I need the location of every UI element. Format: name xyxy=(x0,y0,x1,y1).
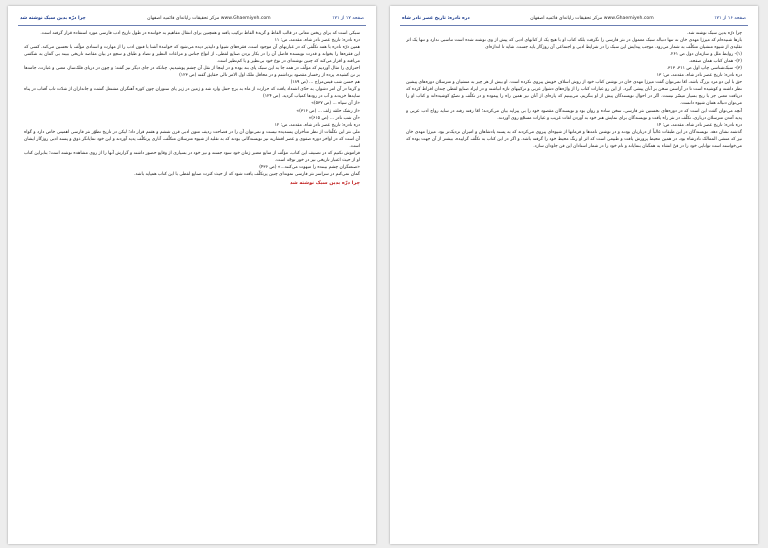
header-divider xyxy=(400,25,748,26)
page-header xyxy=(20,12,364,24)
paragraph: آنچه می‌توان گفت این است که در دوره‌های نخستین نثر فارسی، سخن ساده و روان بود و نویسندگان مقصود خود را بی پیرایه بیان می‌کردند؛ امّا رفته رفته در سایه رواج ادب عربی و پدید آمدن مترسلان درباری، تکلّف در نثر راه یافت و نویسندگان برای نمایش هنر خود به آوردن لغات غریب و عبارات مسجّع روی آوردند. xyxy=(406,108,742,121)
paragraph: «صنعتگران چشم بیننده را مبهوت می‌کنند...» (ص ۴۳۶) xyxy=(259,164,360,170)
paragraph: دره نادره: تاریخ عصر نادر شاه، مقدمه، ص: ۱۴ xyxy=(656,122,742,128)
paragraph: دره نادره: تاریخ عصر نادر شاه، مقدمه، ص: ۱۳ xyxy=(656,73,742,79)
paragraph: فراموش نکنیم که در تصنیف این کتاب، مؤلّف از منابع معتبر زمان خود سود جسته و نیز خود در بسیاری از وقایع حضور داشته و گزارش آنها را از روی مشاهده نوشته است؛ بنابراین کتاب او از حیث اعتبار تاریخی نیز در خور توجّه است. xyxy=(24,150,360,163)
paragraph: «از آن سپاه ... (ص ۵۳۷)» xyxy=(311,101,360,107)
page-right xyxy=(390,6,758,544)
paragraph: چرا درّه بدین سبک نوشته شد. xyxy=(687,31,742,36)
paragraph: «آن شب نادر ... (ص ۶۱۵)» xyxy=(308,115,360,121)
section-heading: چرا درّه بدین سبک نوشته شد xyxy=(290,179,360,186)
paragraph: هم حسن شب قیس‌مزاج ... (ص ۱۸۹) xyxy=(290,80,360,86)
paragraph: «از رشک حلقه زلف ... (ص ۳۱۶)» xyxy=(296,108,360,114)
page-left xyxy=(8,6,376,544)
paragraph: ملی نثر این تکلّفات از نظر متأخران پسندیده نیست و نمی‌توان آن را در فصاحت ردیف متون ادبی قرن ششم و هفتم قرار داد؛ لیکن در تاریخ تطوّر نثر فارسی اهمیتی خاص دارد و گواه آن است که در اواخر دوره صفوی و عصر افشاریه نیز نویسندگانی بودند که به تقلید از شیوه مترسلان متکلّف، آثاری پرتکلّف پدید آوردند و این خود نمایانگر ذوق و پسند ادبی روزگار ایشان است. xyxy=(24,129,360,149)
paragraph: دره نادره: تاریخ عصر نادر شاه، مقدمه، ص: ۱۱ xyxy=(274,38,360,44)
footnote: (۲)- همان کتاب همان صفحه. xyxy=(688,59,742,65)
site-name: مرکز تحقیقات رایانه‌ای قائمیه اصفهان www.Ghaemiyeh.com xyxy=(147,15,271,21)
page-body xyxy=(24,30,360,534)
footnote: (۳)- سبک‌شناسی چاپ اول ص ۳۱۱، ۳۱۳. xyxy=(666,66,742,72)
paragraph: و گرما در آن امر دشوار، به حدّی اشتداد یافت که حرارت از ماه به برج حمل وارد شد و زمین در زیر پای ستوران چون کوره آهنگران مشتعل گشت و جانداران از شدّت تاب آفتاب در پناه سایه‌ها خزیدند و آب در رودها کمیاب گردید. (ص ۱۲۴) xyxy=(24,87,360,100)
paragraph: سبکی است که برای ریختن معانی در قالب الفاظ و گزیدهٔ الفاظ ترکیب یافته و همچنین برای انتقال مفاهیم به خواننده در طول تاریخ ادب فارسی مورد استفاده قرار گرفته است. xyxy=(40,31,360,36)
header-divider xyxy=(18,25,366,26)
paragraph: همین درّه نادره با همه تکلّفی که در عبارتهای آن موجود است، فقره‌های شیوا و دلپذیر دیده می‌شود که خوانندهٔ آشنا با فنون ادب را از مهارت و استادی مؤلّف با تحسین می‌کند. کسی که این فقره‌ها را بخواند و قدرت نویسنده فاضل آن را در بکار بردن صنایع لفظی، از انواع جناس و مراعات النظیر و تضاد و طباق و سجع در بیان مقاصد تاریخی ببیند بی گمان به شگفتی می‌افتد و اقرار می‌کند که چنین نوشته‌ای در نوع خود بی‌نظیر و یا کم‌نظیر است. xyxy=(24,45,360,65)
paragraph: حق با این دو مرد بزرگ باشد، امّا نمی‌توان گفت میرزا مهدی خان در نوشتن کتاب خود از روش اسلاف خویش پیروی نکرده است. او بیش از هر چیز به منشیان و مترسلان دوره‌های پیشین نظر داشته و کوشیده است تا در آراستن سخن بر آنان پیشی گیرد. از این رو عبارات کتاب را از واژه‌های دشوار عربی و ترکیبهای تازه انباشته و در ایراد صنایع لفظی چندان افراط کرده که دریافت معنی جز با رنج بسیار میسّر نیست. اگر در احوال نویسندگان پیش از او بنگریم، می‌بینیم که پاره‌ای از آنان نیز همین راه را پیموده و در تکلّف و تصنّع کوشیده‌اند و کتاب او را می‌توان دنباله همان شیوه دانست. xyxy=(406,80,742,107)
footnote: (۱)- روابط ملل و سازمان دول ص ۲۶۱. xyxy=(669,52,742,58)
page-number: صفحه ۱۶ از ۱۷۱ xyxy=(714,15,746,21)
paragraph: دره نادره: تاریخ عصر نادر شاه، مقدمه، ص: ۱۲ xyxy=(274,122,360,128)
book-title: دره نادره: تاریخ عصر نادر شاه xyxy=(402,15,470,21)
page-body xyxy=(406,30,742,534)
paragraph: گمان نمی‌کنم در سراسر نثر فارسی نمونه‌ای چنین پرتکلّف یافت شود که از حیث کثرت صنایع لفظی با این کتاب همپایه باشد. xyxy=(134,171,360,177)
page-number: صفحه ۱۷ از ۱۷۱ xyxy=(332,15,364,21)
paragraph: گذشته نشان دهد. نویسندگان در این طبقات غالباً از درباریان بودند و در نوشتن نامه‌ها و فرمانها از شیوه‌ای پیروی می‌کردند که به پسند پادشاهان و امیران نزدیک‌تر بود. میرزا مهدی خان نیز که منشی الممالک نادرشاه بود، در همین محیط پرورش یافت و طبیعی است که اثر او رنگ محیط خود را گرفته باشد. و اگر در این کتاب به تکلّف گراییده، بیشتر از آن جهت بوده که می‌خواسته است توانایی خود را در فنّ انشاء به همگنان بنمایاند و نام خود را در شمار استادان این فن جاودان سازد. xyxy=(406,129,742,149)
paragraph: بارها شنیده‌ام که میرزا مهدی خان نه تنها دنباله سبک معمول در نثر فارسی را نگرفت بلکه کتاب او با هیچ یک از کتابهای ادبی که پیش از وی نوشته شده است تناسبی ندارد و تنها یک اثر تقلیدی از شیوه منشیان متکلّف به شمار می‌رود. موجب پیدایش این سبک را در شرایط ادبی و اجتماعی آن روزگار باید جست. شاید تا اندازه‌ای xyxy=(406,38,742,51)
paragraph: احترازی را مثال آوردیم که مؤلّف در همه جا به این سبک پای بند بوده و در اینجا از نقل آن چشم پوشیدیم. چنانکه در جای دیگر نیز گفته: و چون در دریای فلک‌ساز، معنی و عبارت، جامه‌ها بر تن کشیده، پرده از رخسار مقصود برداشتم و در محافل ملک اول الامر تالی حقایق گفته (ص ۱۲۳) xyxy=(24,66,360,79)
book-title: چرا درّه بدین سبک نوشته شد xyxy=(20,15,86,21)
page-header xyxy=(402,12,746,24)
site-name: مرکز تحقیقات رایانه‌ای قائمیه اصفهان www.Ghaemiyeh.com xyxy=(530,15,654,21)
